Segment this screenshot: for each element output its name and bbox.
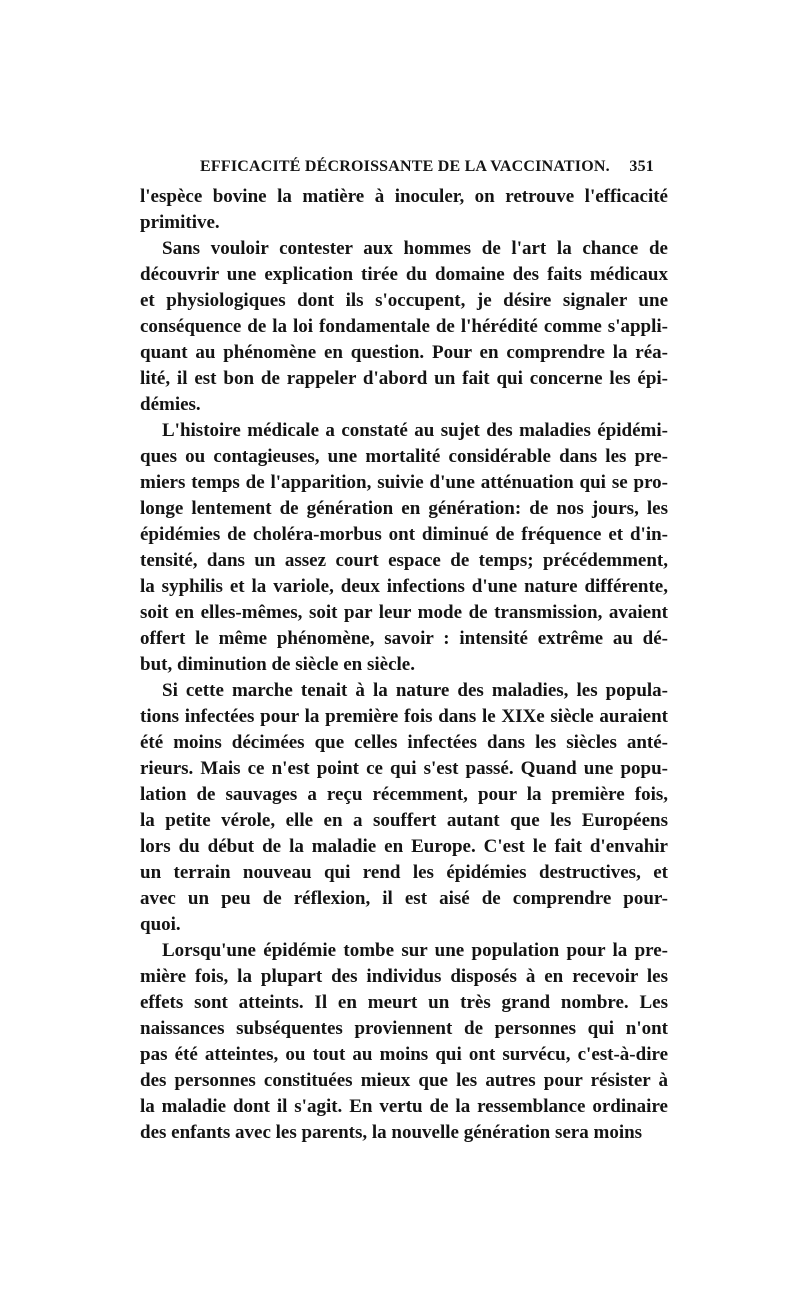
page-number: 351 <box>629 158 654 175</box>
text-line: L'histoire médicale a constaté au sujet des maladies épidémi- <box>162 420 668 441</box>
text-line: et physiologiques dont ils s'occupent, je désire signaler une <box>140 290 668 311</box>
text-line: offert le même phénomène, savoir : intensité extrême au dé- <box>140 628 668 649</box>
text-line: démies. <box>140 394 201 415</box>
text-line: lation de sauvages a reçu récemment, pour la première fois, <box>140 784 668 805</box>
paragraph <box>140 418 668 678</box>
text-line: rieurs. Mais ce n'est point ce qui s'est passé. Quand une popu- <box>140 758 668 779</box>
text-line: avec un peu de réflexion, il est aisé de comprendre pour- <box>140 888 668 909</box>
text-line: lors du début de la maladie en Europe. C'est le fait d'envahir <box>140 836 668 857</box>
text-line: longe lentement de génération en génération: de nos jours, les <box>140 498 668 519</box>
text-line: un terrain nouveau qui rend les épidémies destructives, et <box>140 862 668 883</box>
text-line: été moins décimées que celles infectées dans les siècles anté- <box>140 732 668 753</box>
text-line: des enfants avec les parents, la nouvelle génération sera moins <box>140 1122 643 1143</box>
text-line: conséquence de la loi fondamentale de l'hérédité comme s'appli- <box>140 316 668 337</box>
text-line: Lorsqu'une épidémie tombe sur une population pour la pre- <box>162 940 668 961</box>
text-line: primitive. <box>140 212 220 233</box>
text-line: la maladie dont il s'agit. En vertu de la ressemblance ordinaire <box>140 1096 668 1117</box>
text-line: quant au phénomène en question. Pour en comprendre la réa- <box>140 342 668 363</box>
text-line: lité, il est bon de rappeler d'abord un fait qui concerne les épi- <box>140 368 668 389</box>
paragraph <box>140 184 668 236</box>
text-line: miers temps de l'apparition, suivie d'une atténuation qui se pro- <box>140 472 668 493</box>
paragraph <box>140 678 668 938</box>
text-line: des personnes constituées mieux que les autres pour résister à <box>140 1070 668 1091</box>
text-line: l'espèce bovine la matière à inoculer, on retrouve l'efficacité <box>140 186 668 207</box>
text-line: Si cette marche tenait à la nature des maladies, les popula- <box>162 680 668 701</box>
text-line: la petite vérole, elle en a souffert autant que les Européens <box>140 810 668 831</box>
text-line: épidémies de choléra-morbus ont diminué de fréquence et d'in- <box>140 524 668 545</box>
running-header <box>200 158 660 182</box>
text-line: but, diminution de siècle en siècle. <box>140 654 415 675</box>
text-line: la syphilis et la variole, deux infections d'une nature différente, <box>140 576 668 597</box>
text-line: tions infectées pour la première fois dans le XIXe siècle auraient <box>140 706 668 727</box>
paragraph <box>140 236 668 418</box>
running-title: EFFICACITÉ DÉCROISSANTE DE LA VACCINATION. <box>200 158 610 175</box>
text-line: soit en elles-mêmes, soit par leur mode de transmission, avaient <box>140 602 668 623</box>
text-line: découvrir une explication tirée du domaine des faits médicaux <box>140 264 668 285</box>
text-line: Sans vouloir contester aux hommes de l'art la chance de <box>162 238 668 259</box>
text-line: tensité, dans un assez court espace de temps; précédemment, <box>140 550 668 571</box>
text-line: ques ou contagieuses, une mortalité considérable dans les pre- <box>140 446 668 467</box>
text-line: mière fois, la plupart des individus disposés à en recevoir les <box>140 966 668 987</box>
text-line: naissances subséquentes proviennent de personnes qui n'ont <box>140 1018 668 1039</box>
text-line: effets sont atteints. Il en meurt un très grand nombre. Les <box>140 992 668 1013</box>
body-text <box>140 184 668 1146</box>
paragraph <box>140 938 668 1146</box>
text-line: pas été atteintes, ou tout au moins qui ont survécu, c'est-à-dire <box>140 1044 668 1065</box>
text-line: quoi. <box>140 914 181 935</box>
